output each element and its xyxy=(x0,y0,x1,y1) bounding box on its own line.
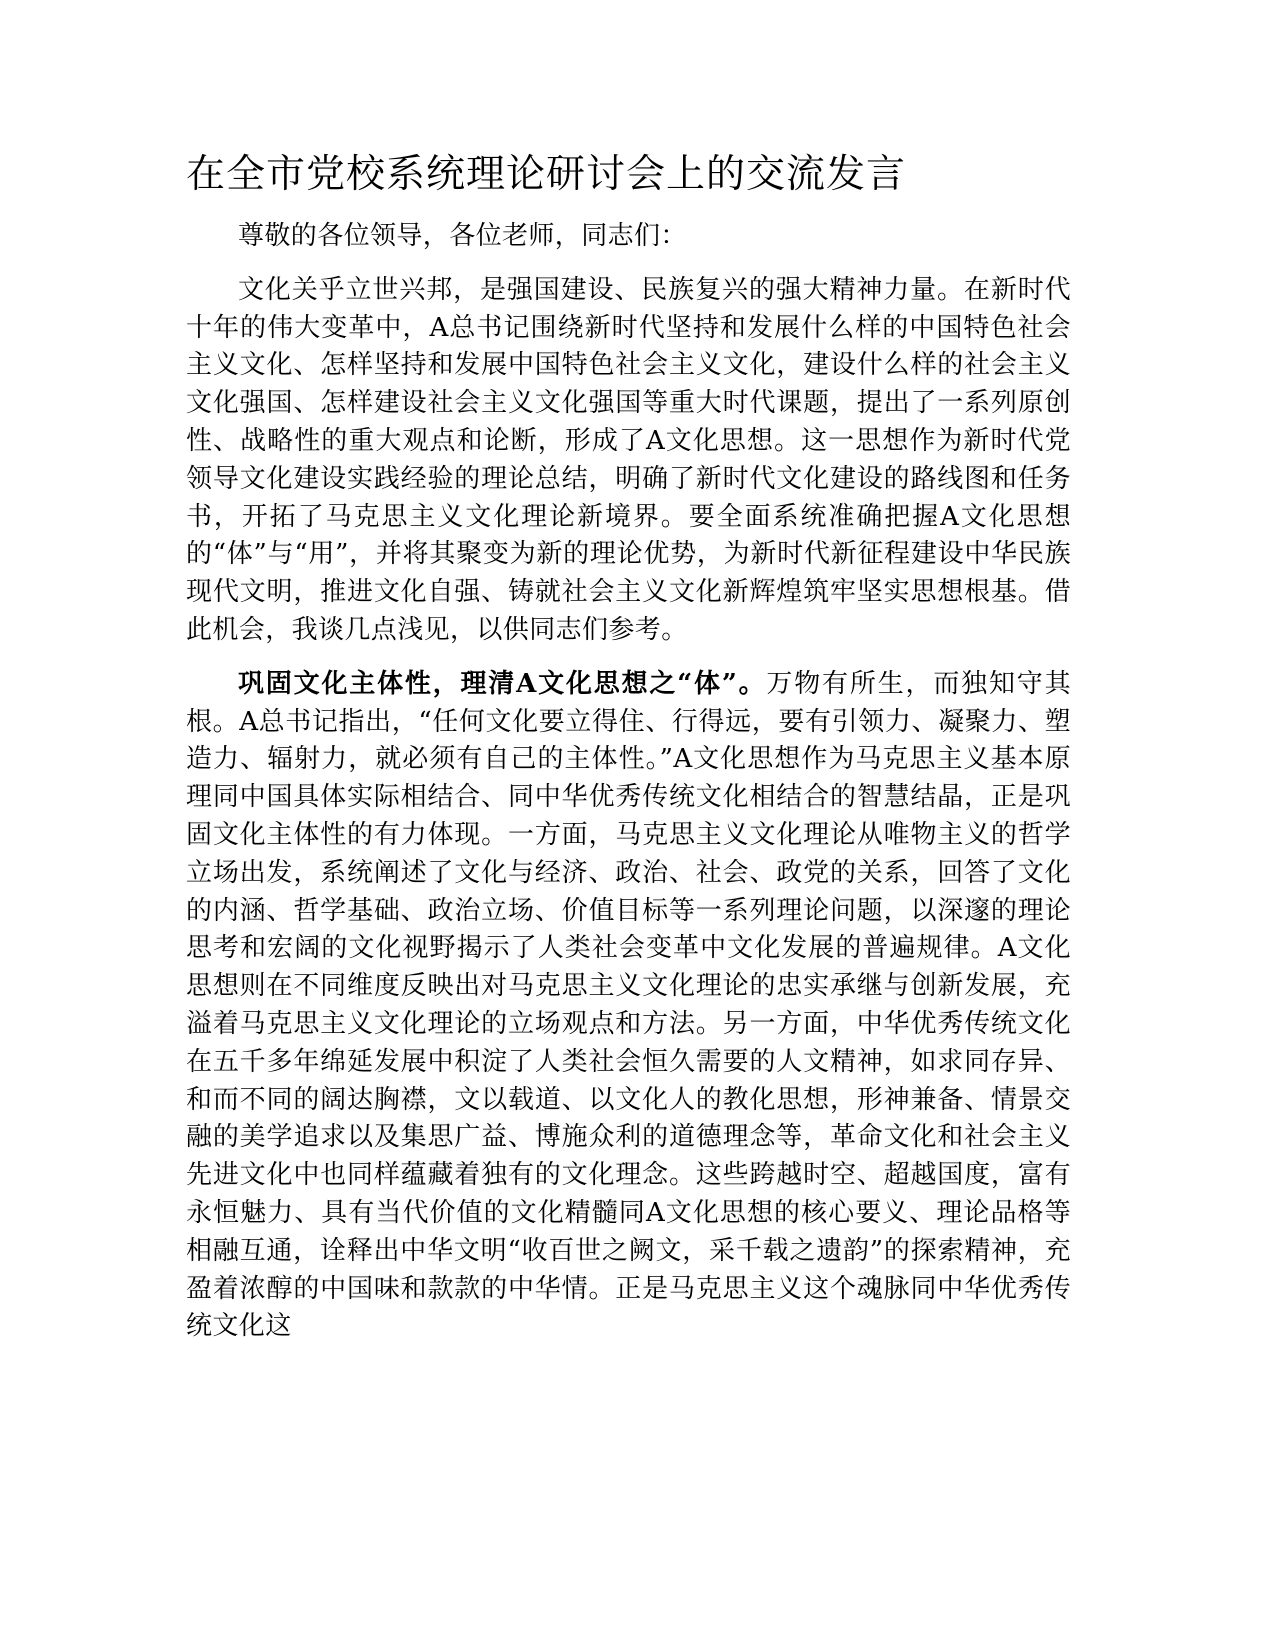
salutation-paragraph: 尊敬的各位领导，各位老师，同志们： xyxy=(238,221,687,251)
intro-paragraph: 文化关乎立世兴邦，是强国建设、民族复兴的强大精神力量。在新时代十年的伟大变革中，A总书记围绕新时代坚持和发展什么样的中国特色社会主义文化、怎样坚持和发展中国特色社会主义文化，建设什么样的社会主义文化强国、怎样建设社会主义文化强国等重大时代课题，提出了一系列原创性、战略性的重大观点和论断，形成了A文化思想。这一思想作为新时代党领导文化建设实践经验的理论总结，明确了新时代文化建设的路线图和任务书，开拓了马克思主义文化理论新境界。要全面系统准确把握A文化思想的“体”与“用”，并将其聚变为新的理论优势，为新时代新征程建设中华民族现代文明，推进文化自强、铸就社会主义文化新辉煌筑牢坚实思想根基。借此机会，我谈几点浅见，以供同志们参考。 xyxy=(186,274,1071,645)
section-1-text: 万物有所生，而独知守其根。A总书记指出，“任何文化要立得住、行得远，要有引领力、凝聚力、塑造力、辐射力，就必须有自己的主体性。”A文化思想作为马克思主义基本原理同中国具体实际相结合、同中华优秀传统文化相结合的智慧结晶，正是巩固文化主体性的有力体现。一方面，马克思主义文化理论从唯物主义的哲学立场出发，系统阐述了文化与经济、政治、社会、政党的关系，回答了文化的内涵、哲学基础、政治立场、价值目标等一系列理论问题，以深邃的理论思考和宏阔的文化视野揭示了人类社会变革中文化发展的普遍规律。A文化思想则在不同维度反映出对马克思主义文化理论的忠实承继与创新发展，充溢着马克思主义文化理论的立场观点和方法。另一方面，中华优秀传统文化在五千多年绵延发展中积淀了人类社会恒久需要的人文精神，如求同存异、和而不同的阔达胸襟，文以载道、以文化人的教化思想，形神兼备、情景交融的美学追求以及集思广益、博施众利的道德理念等，革命文化和社会主义先进文化中也同样蕴藏着独有的文化理念。这些跨越时空、超越国度，富有永恒魅力、具有当代价值的文化精髓同A文化思想的核心要义、理论品格等相融互通，诠释出中华文明“收百世之阙文，采千载之遗韵”的探索精神，充盈着浓醇的中国味和款款的中华情。正是马克思主义这个魂脉同中华优秀传统文化这 xyxy=(186,668,1071,1342)
document-body xyxy=(186,218,1071,1362)
section-1-paragraph xyxy=(186,666,1071,1346)
section-1-heading: 巩固文化主体性，理清A文化思想之“体”。 xyxy=(238,668,767,699)
document-title: 在全市党校系统理论研讨会上的交流发言 xyxy=(186,152,907,197)
